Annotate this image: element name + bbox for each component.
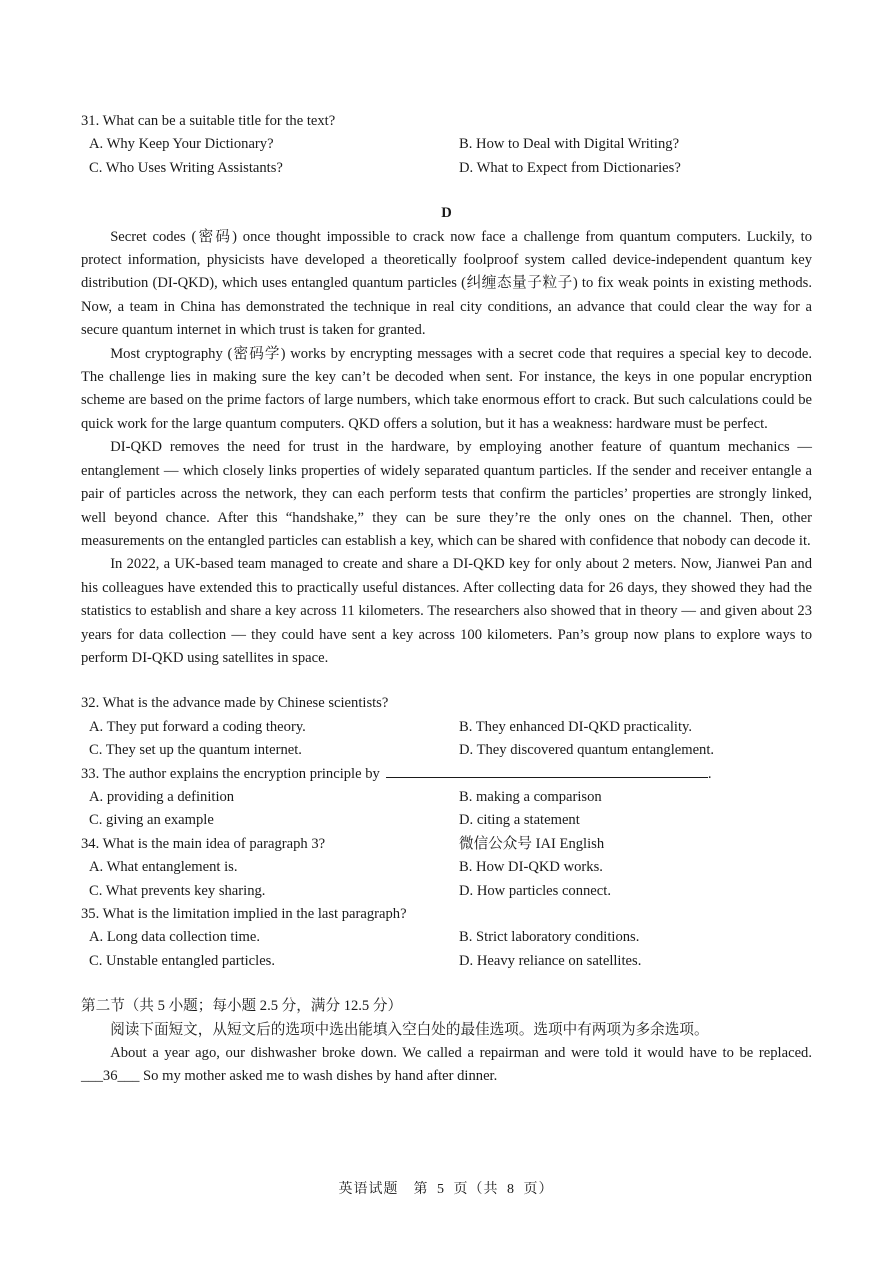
option-b: B. They enhanced DI-QKD practicality. <box>459 718 693 735</box>
cloze-passage <box>81 1042 812 1089</box>
stem-end: . <box>707 765 712 782</box>
option-d: D. How particles connect. <box>459 882 611 899</box>
passage-text: So my mother asked me to wash dishes by hand after dinner. <box>143 1068 498 1085</box>
paragraph-2: Most cryptography (密码学) works by encrypting messages with a secret code that requires a special key to decode. The challenge lies in making sure the key can’t be decoded when sent. For instance, the keys in one popular encryption scheme are based on the prime factors of large numbers, which take enormous effort to crack. But such calculations could be quick work for the large quantum computers. QKD offers a solution, but it has a weakness: hardware must be perfect. <box>81 345 812 432</box>
option-b: B. How to Deal with Digital Writing? <box>459 136 680 153</box>
questions-32-35 <box>81 692 812 973</box>
option-a: A. They put forward a coding theory. <box>89 718 306 735</box>
option-a: A. Why Keep Your Dictionary? <box>89 136 274 153</box>
option-c: C. Unstable entangled particles. <box>89 952 276 969</box>
question-31 <box>81 110 812 180</box>
paragraph-3: DI-QKD removes the need for trust in the hardware, by employing another feature of quantum mechanics — entanglement — which closely links properties of widely separated quantum particles. If the sender and receiver entangle a pair of particles across the network, they can each perform tests that confirm the particles’ properties are strongly linked, well beyond chance. After this “handshake,” they can be sure they’re the only ones on the channel. Then, other measurements on the entangled particles can establish a key, which can be shared with confidence that nobody can decode it. <box>81 439 812 549</box>
passage-text: About a year ago, our dishwasher broke down. We called a repairman and were told it would have to be replaced. <box>110 1045 812 1062</box>
question-stem: 34. What is the main idea of paragraph 3? <box>81 835 326 852</box>
option-b: B. Strict laboratory conditions. <box>459 929 640 946</box>
blank-36: ___36___ <box>81 1068 140 1085</box>
passage-title: D <box>441 205 452 222</box>
question-33 <box>81 763 812 833</box>
option-d: D. What to Expect from Dictionaries? <box>459 159 681 176</box>
option-d: D. Heavy reliance on satellites. <box>459 952 642 969</box>
paragraph-1: Secret codes (密码) once thought impossible to crack now face a challenge from quantum computers. Luckily, to protect information, physicists have developed a theoretically foolproof system called device-independent quantum key distribution (DI-QKD), which uses entangled quantum particles (纠缠态量子粒子) to fix weak points in existing methods. Now, a team in China has demonstrated the technique in real city conditions, an advance that could clear the way for a secure quantum internet in which trust is taken for granted. <box>81 228 812 339</box>
paragraph-4: In 2022, a UK-based team managed to create and share a DI-QKD key for only about 2 meters. Now, Jianwei Pan and his colleagues have extended this to practically useful distances. After collecting data for 26 days, they showed they had the statistics to establish and share a key across 11 kilometers. The researchers also showed that in theory — and given about 23 years for data collection — they could have sent a key across 100 kilometers. Pan’s group now plans to explore ways to perform DI-QKD using satellites in space. <box>81 556 812 666</box>
option-c: C. Who Uses Writing Assistants? <box>89 159 283 176</box>
question-stem: 32. What is the advance made by Chinese scientists? <box>81 695 389 712</box>
section-2-title: 第二节（共 5 小题；每小题 2.5 分，满分 12.5 分） <box>81 998 403 1015</box>
option-b: B. making a comparison <box>459 788 602 805</box>
question-32 <box>81 692 812 762</box>
section-2-instruction: 阅读下面短文，从短文后的选项中选出能填入空白处的最佳选项。选项中有两项为多余选项。 <box>110 1021 709 1038</box>
option-c: C. What prevents key sharing. <box>89 882 266 899</box>
option-c: C. giving an example <box>89 812 214 829</box>
option-b: B. How DI-QKD works. <box>459 859 603 876</box>
exam-page <box>81 110 812 1089</box>
option-a: A. Long data collection time. <box>89 929 261 946</box>
question-35 <box>81 903 812 973</box>
question-stem: 31. What can be a suitable title for the text? <box>81 113 336 129</box>
question-34 <box>81 833 812 903</box>
option-a: A. providing a definition <box>89 788 235 805</box>
section-2 <box>81 995 812 1089</box>
question-stem: 35. What is the limitation implied in the last paragraph? <box>81 906 407 922</box>
option-c: C. They set up the quantum internet. <box>89 742 302 759</box>
passage-d <box>81 226 812 671</box>
page-footer: 英语试题 第 5 页（共 8 页） <box>338 1182 554 1197</box>
watermark-text: 微信公众号 IAI English <box>459 835 605 852</box>
option-a: A. What entanglement is. <box>89 859 238 876</box>
option-d: D. They discovered quantum entanglement. <box>459 742 715 759</box>
answer-blank <box>386 763 708 778</box>
question-stem: 33. The author explains the encryption principle by <box>81 765 380 782</box>
option-d: D. citing a statement <box>459 812 580 829</box>
